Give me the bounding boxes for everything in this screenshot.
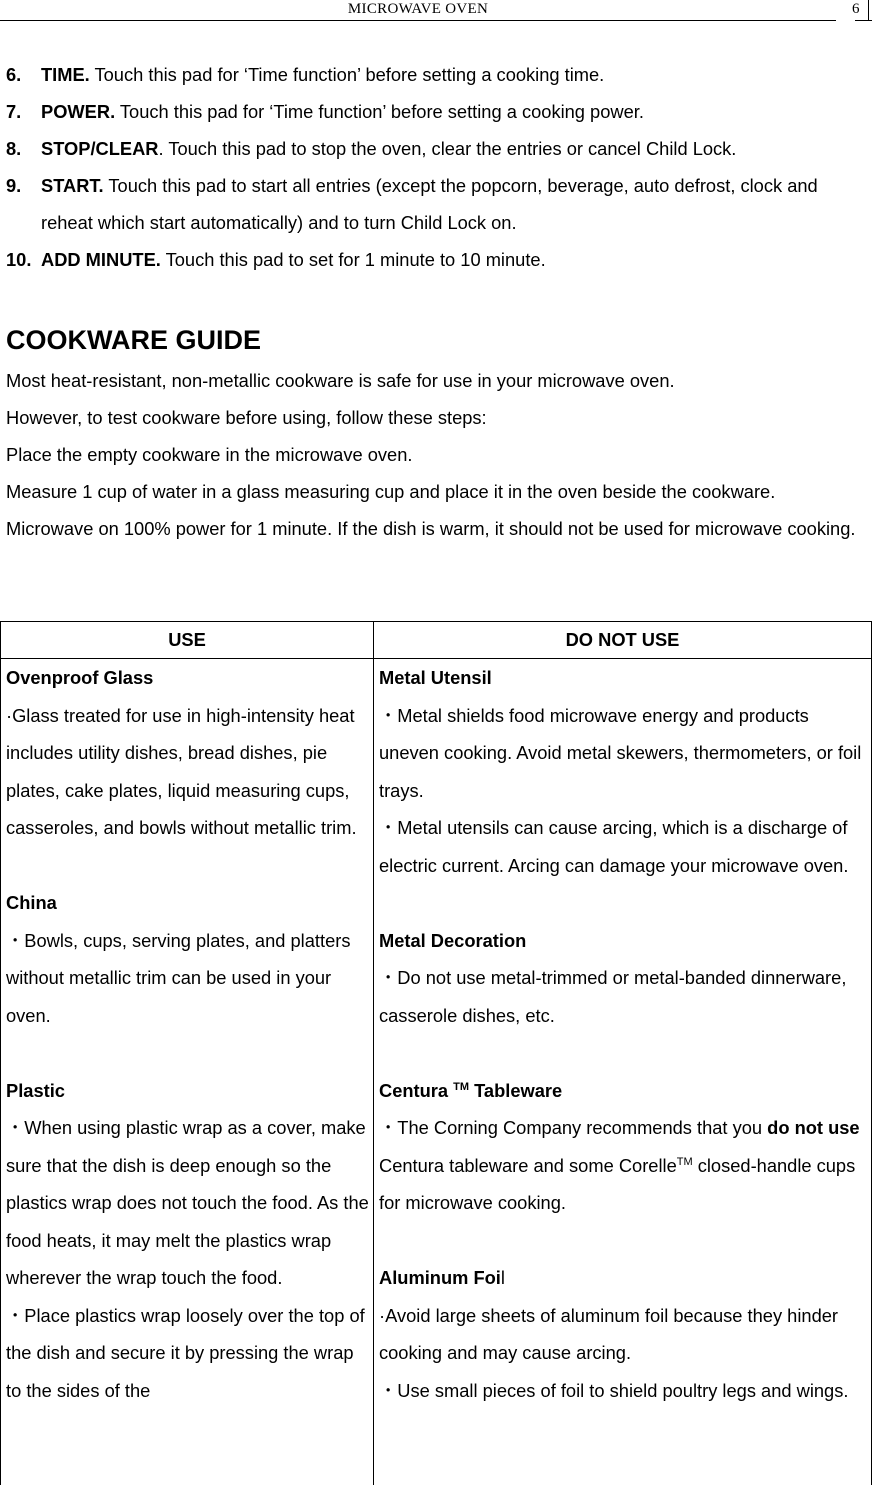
guide-paragraph: Microwave on 100% power for 1 minute. If the dish is warm, it should not be used for microwave cooking. — [6, 518, 856, 539]
item-number: 10. — [6, 249, 32, 270]
centura-title: Centura — [379, 1079, 454, 1101]
category-text: ・Place plastics wrap loosely over the top of the dish and secure it by pressing the wrap to the sides of the — [6, 1304, 365, 1401]
trademark-symbol: TM — [676, 1155, 693, 1168]
list-item — [6, 93, 872, 130]
category-text: ・Metal utensils can cause arcing, which is a discharge of electric current. Arcing can damage your microwave oven. — [379, 817, 849, 876]
control-pad-list — [6, 56, 872, 278]
do-not-use-emphasis: do not use — [767, 1117, 860, 1138]
category-text: ・Do not use metal-trimmed or metal-banded dinnerware, casserole dishes, etc. — [379, 967, 847, 1026]
centura-text-c: closed-handle cups for microwave cooking. — [379, 1154, 856, 1213]
list-item — [6, 56, 872, 93]
item-label: STOP/CLEAR — [41, 138, 159, 159]
cookware-table — [0, 621, 872, 1485]
item-text: Touch this pad to set for 1 minute to 10 minute. — [160, 249, 546, 270]
category-title — [379, 1072, 871, 1110]
item-number: 8. — [6, 138, 22, 159]
aluminum-title-end: l — [500, 1267, 505, 1288]
guide-paragraph: Place the empty cookware in the microwave oven. — [6, 444, 413, 465]
aluminum-title-bold: Aluminum Foi — [379, 1267, 501, 1288]
centura-text-a: ・The Corning Company recommends that you — [379, 1117, 768, 1138]
category-title: Metal Utensil — [379, 667, 492, 688]
category-title: Metal Decoration — [379, 929, 527, 951]
item-label: TIME. — [41, 64, 90, 85]
centura-text-b: Centura tableware and some Corelle — [379, 1154, 677, 1176]
category-title — [379, 1259, 871, 1297]
item-number: 6. — [6, 64, 22, 85]
section-title: COOKWARE GUIDE — [6, 325, 262, 355]
list-item — [6, 130, 872, 167]
item-text: Touch this pad for ‘Time function’ before setting a cooking power. — [115, 101, 644, 122]
table-row — [1, 659, 872, 1485]
category-text: ·Glass treated for use in high-intensity heat includes utility dishes, bread dishes, pie plates, cake plates, liquid measuring cups, casseroles, and bowls without metallic trim. — [6, 704, 357, 838]
list-item — [6, 241, 872, 278]
item-label: ADD MINUTE. — [41, 249, 161, 270]
page-number-rule — [855, 20, 872, 21]
category-text: ・When using plastic wrap as a cover, make sure that the dish is deep enough so the plastics wrap does not touch the food. As the food heats, it may melt the plastics wrap wherever the wrap touch the food. — [6, 1117, 369, 1288]
category-text: ·Avoid large sheets of aluminum foil because they hinder cooking and may cause arcing. — [379, 1304, 838, 1363]
header-rule — [0, 20, 836, 21]
list-item — [6, 167, 872, 241]
use-column-header: USE — [1, 622, 374, 659]
tableware-word: Tableware — [469, 1079, 563, 1101]
category-title: Plastic — [6, 1079, 65, 1101]
header-title: MICROWAVE OVEN — [347, 1, 489, 17]
cookware-guide — [6, 318, 872, 547]
page-number: 6 — [852, 1, 860, 17]
category-text: ・Use small pieces of foil to shield poultry legs and wings. — [379, 1379, 849, 1401]
item-label: START. — [41, 175, 104, 196]
category-text: ・Metal shields food microwave energy and products uneven cooking. Avoid metal skewers, thermometers, or foil trays. — [379, 704, 862, 801]
table-header-row — [1, 622, 872, 659]
item-text: . Touch this pad to stop the oven, clear the entries or cancel Child Lock. — [158, 138, 737, 159]
category-text: ・Bowls, cups, serving plates, and platters without metallic trim can be used in your oven. — [6, 929, 351, 1026]
item-text: Touch this pad to start all entries (except the popcorn, beverage, auto defrost, clock and reheat which start automatically) and to turn Child Lock on. — [41, 175, 818, 233]
page-header — [0, 0, 872, 22]
use-cell — [1, 659, 374, 1485]
do-not-use-column-header: DO NOT USE — [374, 622, 872, 659]
item-text: Touch this pad for ‘Time function’ before setting a cooking time. — [89, 64, 605, 85]
trademark-symbol: TM — [453, 1080, 470, 1093]
guide-paragraph: Measure 1 cup of water in a glass measuring cup and place it in the oven beside the cookware. — [6, 481, 776, 502]
category-title: Ovenproof Glass — [6, 667, 154, 688]
guide-paragraph: However, to test cookware before using, follow these steps: — [6, 407, 487, 428]
do-not-use-cell — [374, 659, 872, 1485]
item-number: 7. — [6, 101, 22, 122]
item-number: 9. — [6, 175, 22, 196]
category-text — [379, 1109, 871, 1222]
page-number-divider — [868, 0, 869, 20]
category-title: China — [6, 892, 57, 913]
item-label: POWER. — [41, 101, 116, 122]
guide-paragraph: Most heat-resistant, non-metallic cookware is safe for use in your microwave oven. — [6, 370, 675, 391]
